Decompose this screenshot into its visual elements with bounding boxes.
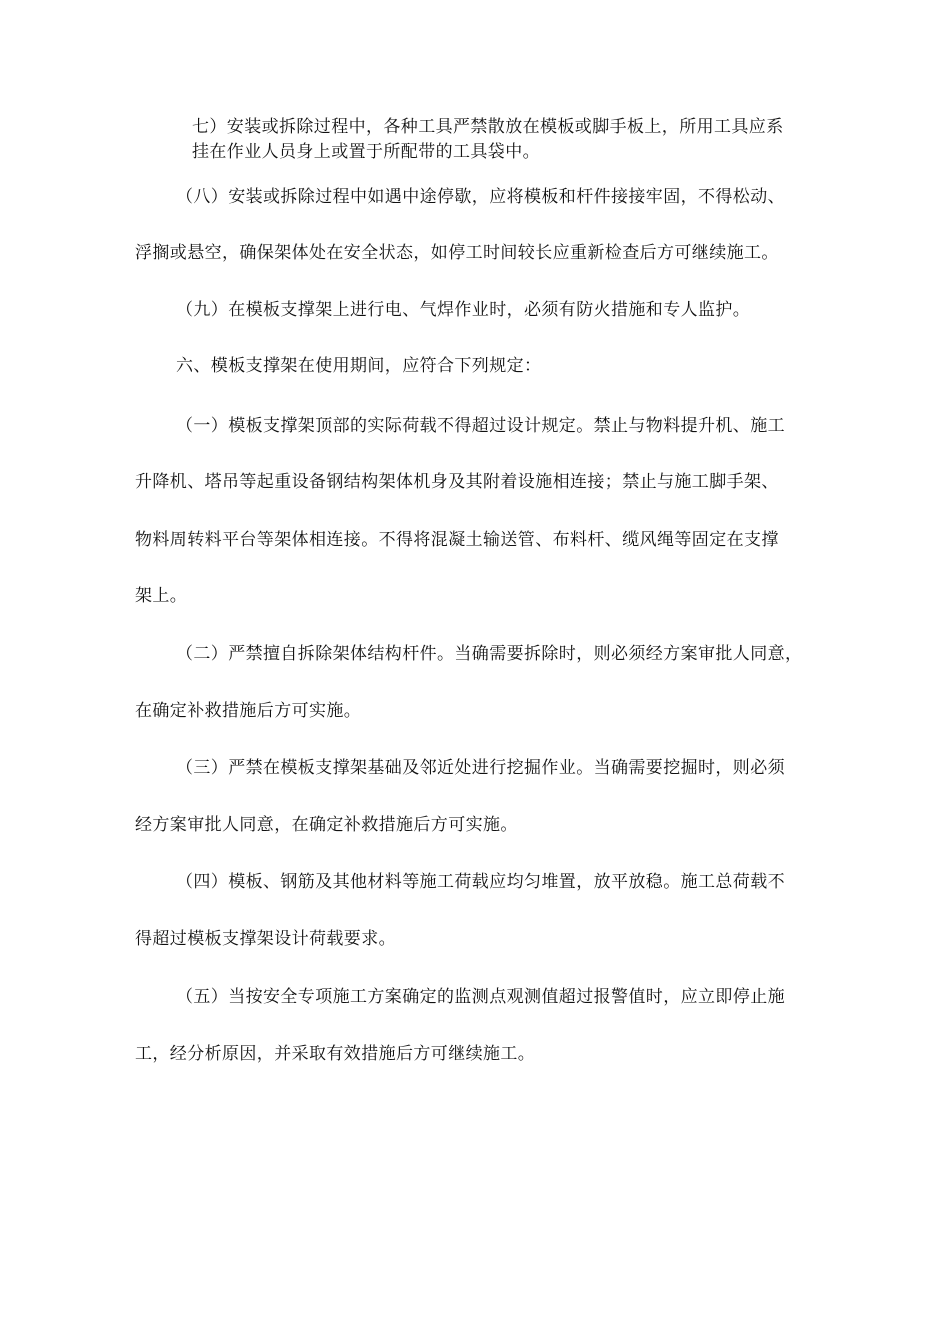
section-6-heading: 六、模板支撑架在使用期间，应符合下列规定： [176,356,542,376]
item-3-line-1: （三）严禁在模板支撑架基础及邻近处进行挖掘作业。当确需要挖掘时，则必须 [176,758,785,778]
item-4-line-1: （四）模板、钢筋及其他材料等施工荷载应均匀堆置，放平放稳。施工总荷载不 [176,872,785,892]
item-2-line-1: （二）严禁擅自拆除架体结构杆件。当确需要拆除时，则必须经方案审批人同意， [176,644,803,664]
item-1-line-2: 升降机、塔吊等起重设备钢结构架体机身及其附着设施相连接；禁止与施工脚手架、 [135,472,779,492]
item-4-line-2: 得超过模板支撑架设计荷载要求。 [135,929,396,949]
item-5-line-1: （五）当按安全专项施工方案确定的监测点观测值超过报警值时，应立即停止施 [176,987,785,1007]
item-3-line-2: 经方案审批人同意，在确定补救措施后方可实施。 [135,815,518,835]
item-5-line-2: 工，经分析原因，并采取有效措施后方可继续施工。 [135,1044,536,1064]
item-1-line-4: 架上。 [135,586,188,606]
paragraph-9-line-1: （九）在模板支撑架上进行电、气焊作业时，必须有防火措施和专人监护。 [176,300,751,320]
paragraph-7-line-1: 七）安装或拆除过程中，各种工具严禁散放在模板或脚手板上，所用工具应系 [192,117,784,137]
item-1-line-1: （一）模板支撑架顶部的实际荷载不得超过设计规定。禁止与物料提升机、施工 [176,416,785,436]
item-2-line-2: 在确定补救措施后方可实施。 [135,701,362,721]
paragraph-7-line-2: 挂在作业人员身上或置于所配带的工具袋中。 [192,142,540,162]
paragraph-8-line-1: （八）安装或拆除过程中如遇中途停歇，应将模板和杆件接接牢固，不得松动、 [176,187,785,207]
paragraph-8-line-2: 浮搁或悬空，确保架体处在安全状态，如停工时间较长应重新检查后方可继续施工。 [135,243,779,263]
item-1-line-3: 物料周转料平台等架体相连接。不得将混凝土输送管、布料杆、缆风绳等固定在支撑 [135,530,779,550]
